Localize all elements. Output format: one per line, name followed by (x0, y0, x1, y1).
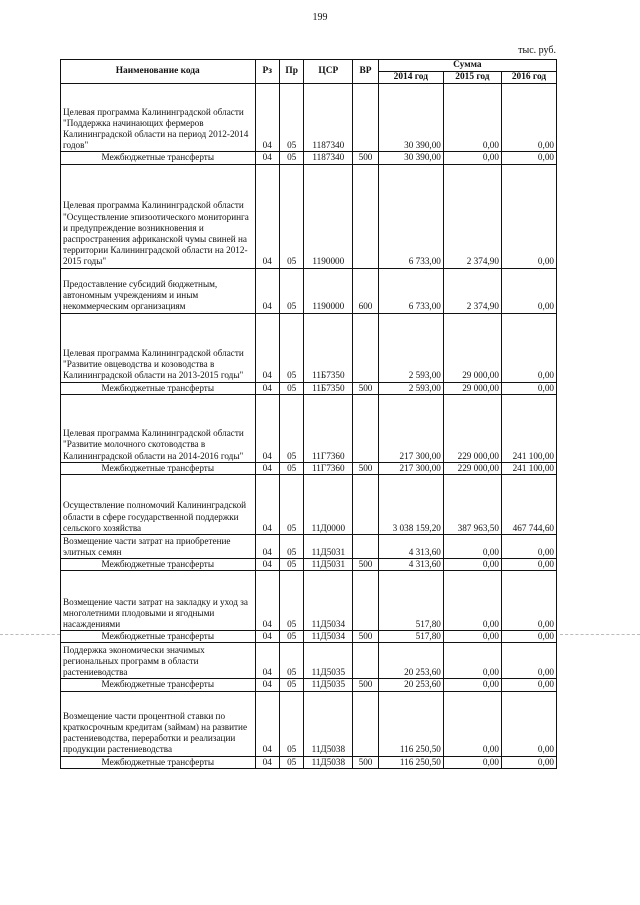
row-pr: 05 (279, 631, 303, 643)
table-row (61, 631, 557, 643)
units-label: тыс. руб. (518, 45, 556, 56)
row-amount-2014: 217 300,00 (378, 394, 443, 462)
row-pr: 05 (279, 475, 303, 535)
row-rz: 04 (255, 756, 279, 768)
row-csr: 11Д5035 (304, 679, 353, 691)
row-csr: 1187340 (304, 84, 353, 152)
row-amount-2016: 467 744,60 (501, 475, 556, 535)
row-vr: 600 (353, 268, 378, 313)
row-csr: 11Д5031 (304, 535, 353, 559)
row-csr: 11Б7350 (304, 313, 353, 382)
row-name: Целевая программа Калининградской области "Осуществление эпизоотического мониторинга и предупреждение возникновения и распространения африканской чумы свиней на территории Калининградской области на 2012-2015 годы" (61, 164, 256, 268)
row-vr (353, 84, 378, 152)
row-amount-2016: 0,00 (501, 631, 556, 643)
row-rz: 04 (255, 164, 279, 268)
row-amount-2015: 0,00 (443, 152, 501, 164)
table-body (61, 84, 557, 768)
row-amount-2015: 0,00 (443, 691, 501, 756)
row-pr: 05 (279, 679, 303, 691)
row-pr: 05 (279, 535, 303, 559)
row-pr: 05 (279, 559, 303, 571)
row-amount-2015: 0,00 (443, 756, 501, 768)
row-amount-2015: 0,00 (443, 84, 501, 152)
row-amount-2016: 0,00 (501, 559, 556, 571)
row-amount-2014: 20 253,60 (378, 679, 443, 691)
row-amount-2015: 0,00 (443, 631, 501, 643)
row-csr: 11Г7360 (304, 394, 353, 462)
row-vr (353, 164, 378, 268)
row-amount-2015: 0,00 (443, 643, 501, 679)
table-row (61, 643, 557, 679)
table-row (61, 679, 557, 691)
row-vr: 500 (353, 679, 378, 691)
table-row (61, 462, 557, 474)
row-rz: 04 (255, 679, 279, 691)
row-csr: 1190000 (304, 268, 353, 313)
row-rz: 04 (255, 475, 279, 535)
row-pr: 05 (279, 382, 303, 394)
row-amount-2016: 0,00 (501, 164, 556, 268)
row-amount-2014: 4 313,60 (378, 559, 443, 571)
row-vr (353, 643, 378, 679)
row-csr: 11Д5034 (304, 571, 353, 631)
row-amount-2014: 3 038 159,20 (378, 475, 443, 535)
row-name: Осуществление полномочий Калининградской области в сфере государственной поддержки сельского хозяйства (61, 475, 256, 535)
table-row (61, 84, 557, 152)
row-amount-2015: 387 963,50 (443, 475, 501, 535)
row-rz: 04 (255, 462, 279, 474)
header-rz: Рз (255, 60, 279, 84)
row-pr: 05 (279, 164, 303, 268)
row-amount-2014: 20 253,60 (378, 643, 443, 679)
row-amount-2014: 517,80 (378, 571, 443, 631)
row-amount-2014: 217 300,00 (378, 462, 443, 474)
row-vr (353, 394, 378, 462)
table-row (61, 268, 557, 313)
table-row (61, 313, 557, 382)
row-name: Межбюджетные трансферты (61, 382, 256, 394)
table-row (61, 164, 557, 268)
row-amount-2014: 6 733,00 (378, 268, 443, 313)
row-csr: 11Д0000 (304, 475, 353, 535)
row-csr: 11Д5038 (304, 691, 353, 756)
header-csr: ЦСР (304, 60, 353, 84)
table-row (61, 691, 557, 756)
row-name: Межбюджетные трансферты (61, 679, 256, 691)
row-rz: 04 (255, 382, 279, 394)
row-vr: 500 (353, 152, 378, 164)
row-csr: 11Г7360 (304, 462, 353, 474)
row-csr: 1190000 (304, 164, 353, 268)
row-vr (353, 475, 378, 535)
row-amount-2015: 0,00 (443, 559, 501, 571)
header-year-2016: 2016 год (501, 72, 556, 84)
table-row (61, 394, 557, 462)
table-row (61, 756, 557, 768)
row-vr (353, 313, 378, 382)
row-rz: 04 (255, 394, 279, 462)
row-pr: 05 (279, 394, 303, 462)
row-rz: 04 (255, 268, 279, 313)
page-number: 199 (312, 12, 328, 23)
row-pr: 05 (279, 691, 303, 756)
header-pr: Пр (279, 60, 303, 84)
row-amount-2014: 2 593,00 (378, 382, 443, 394)
row-name: Межбюджетные трансферты (61, 631, 256, 643)
header-vr: ВР (353, 60, 378, 84)
row-pr: 05 (279, 643, 303, 679)
table-row (61, 559, 557, 571)
row-amount-2015: 0,00 (443, 535, 501, 559)
row-name: Возмещение части затрат на приобретение элитных семян (61, 535, 256, 559)
row-name: Межбюджетные трансферты (61, 462, 256, 474)
row-amount-2016: 0,00 (501, 643, 556, 679)
row-amount-2014: 116 250,50 (378, 691, 443, 756)
row-amount-2016: 0,00 (501, 535, 556, 559)
header-sum: Сумма (378, 60, 556, 72)
row-pr: 05 (279, 756, 303, 768)
row-name: Предоставление субсидий бюджетным, автономным учреждениям и иным некоммерческим организациям (61, 268, 256, 313)
row-csr: 11Д5038 (304, 756, 353, 768)
row-vr (353, 691, 378, 756)
row-amount-2015: 29 000,00 (443, 382, 501, 394)
row-pr: 05 (279, 268, 303, 313)
row-csr: 1187340 (304, 152, 353, 164)
row-name: Межбюджетные трансферты (61, 756, 256, 768)
row-amount-2015: 0,00 (443, 571, 501, 631)
row-amount-2014: 30 390,00 (378, 152, 443, 164)
row-amount-2014: 517,80 (378, 631, 443, 643)
row-name: Поддержка экономически значимых региональных программ в области растениеводства (61, 643, 256, 679)
row-vr: 500 (353, 631, 378, 643)
row-amount-2016: 0,00 (501, 382, 556, 394)
header-year-2014: 2014 год (378, 72, 443, 84)
row-rz: 04 (255, 571, 279, 631)
row-amount-2015: 0,00 (443, 679, 501, 691)
row-amount-2014: 116 250,50 (378, 756, 443, 768)
row-amount-2016: 0,00 (501, 756, 556, 768)
row-amount-2015: 2 374,90 (443, 268, 501, 313)
row-name: Межбюджетные трансферты (61, 559, 256, 571)
row-name: Возмещение части процентной ставки по краткосрочным кредитам (займам) на развитие растениеводства, переработки и реализации продукции растениеводства (61, 691, 256, 756)
row-amount-2016: 0,00 (501, 313, 556, 382)
row-rz: 04 (255, 313, 279, 382)
row-csr: 11Д5034 (304, 631, 353, 643)
row-vr: 500 (353, 559, 378, 571)
perforation-line-left (0, 634, 60, 635)
header-name: Наименование кода (61, 60, 256, 84)
row-name: Целевая программа Калининградской области "Развитие молочного скотоводства в Калининградской области на 2014-2016 годы" (61, 394, 256, 462)
perforation-line-right (560, 634, 640, 635)
row-name: Целевая программа Калининградской области "Развитие овцеводства и козоводства в Калининградской области на 2013-2015 годы" (61, 313, 256, 382)
row-vr: 500 (353, 756, 378, 768)
row-amount-2015: 2 374,90 (443, 164, 501, 268)
row-amount-2016: 0,00 (501, 152, 556, 164)
row-amount-2016: 0,00 (501, 268, 556, 313)
table-row (61, 535, 557, 559)
row-amount-2014: 4 313,60 (378, 535, 443, 559)
row-csr: 11Д5035 (304, 643, 353, 679)
row-vr: 500 (353, 462, 378, 474)
row-vr: 500 (353, 382, 378, 394)
row-amount-2016: 0,00 (501, 571, 556, 631)
row-amount-2015: 229 000,00 (443, 462, 501, 474)
table-row (61, 152, 557, 164)
budget-table (60, 59, 557, 769)
table-row (61, 475, 557, 535)
row-amount-2016: 241 100,00 (501, 462, 556, 474)
row-vr (353, 535, 378, 559)
row-name: Межбюджетные трансферты (61, 152, 256, 164)
row-amount-2016: 0,00 (501, 84, 556, 152)
row-rz: 04 (255, 643, 279, 679)
row-vr (353, 571, 378, 631)
row-csr: 11Б7350 (304, 382, 353, 394)
row-rz: 04 (255, 535, 279, 559)
row-amount-2016: 0,00 (501, 679, 556, 691)
table-row (61, 571, 557, 631)
row-rz: 04 (255, 84, 279, 152)
row-amount-2014: 6 733,00 (378, 164, 443, 268)
row-rz: 04 (255, 691, 279, 756)
row-amount-2014: 30 390,00 (378, 84, 443, 152)
row-pr: 05 (279, 84, 303, 152)
row-pr: 05 (279, 462, 303, 474)
row-amount-2014: 2 593,00 (378, 313, 443, 382)
row-pr: 05 (279, 152, 303, 164)
row-pr: 05 (279, 571, 303, 631)
header-year-2015: 2015 год (443, 72, 501, 84)
row-csr: 11Д5031 (304, 559, 353, 571)
row-pr: 05 (279, 313, 303, 382)
row-amount-2016: 0,00 (501, 691, 556, 756)
row-rz: 04 (255, 559, 279, 571)
row-amount-2015: 229 000,00 (443, 394, 501, 462)
row-rz: 04 (255, 152, 279, 164)
row-amount-2015: 29 000,00 (443, 313, 501, 382)
row-amount-2016: 241 100,00 (501, 394, 556, 462)
row-name: Возмещение части затрат на закладку и уход за многолетними плодовыми и ягодными насаждениями (61, 571, 256, 631)
row-name: Целевая программа Калининградской области "Поддержка начинающих фермеров Калининградской области на период 2012-2014 годов" (61, 84, 256, 152)
table-row (61, 382, 557, 394)
row-rz: 04 (255, 631, 279, 643)
